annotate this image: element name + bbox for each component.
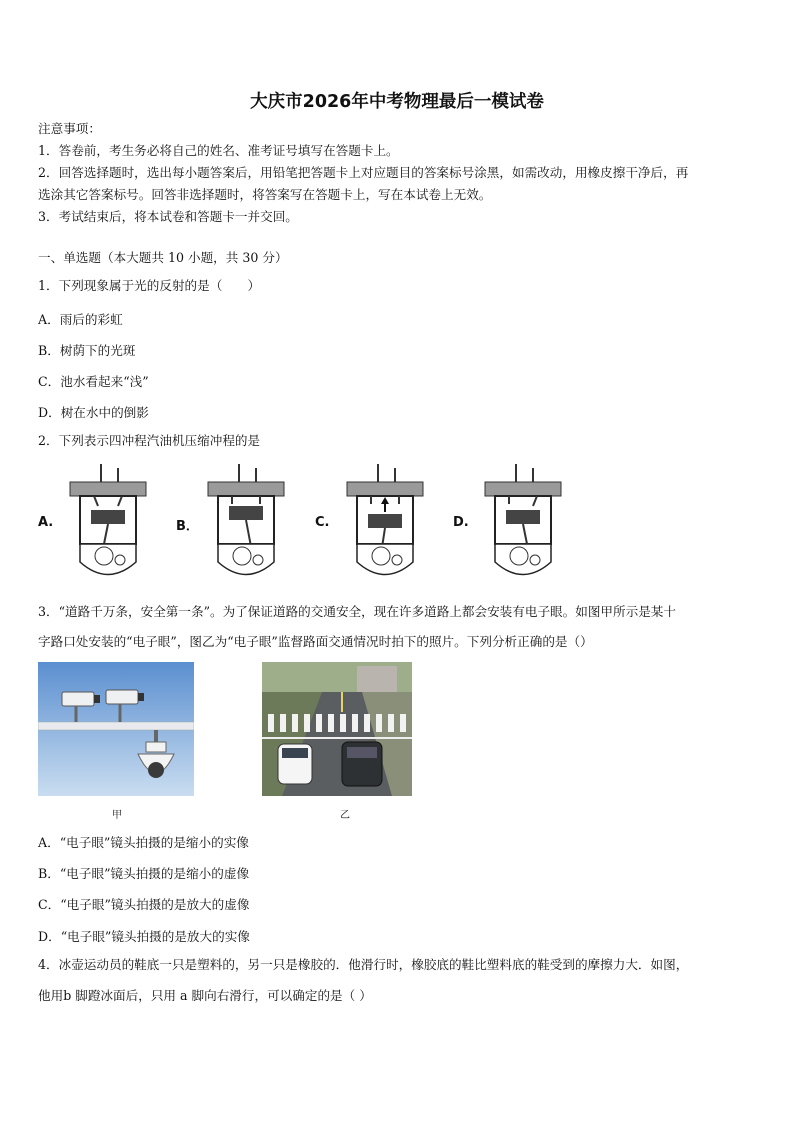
engine-option-d <box>451 462 581 587</box>
caption-yi: 乙 <box>340 810 350 821</box>
engine-label-c: C. <box>315 515 330 530</box>
traffic-camera-photo <box>38 662 194 796</box>
notice-item-3: 3．考试结束后，将本试卷和答题卡一并交回。 <box>38 209 298 224</box>
caption-jia: 甲 <box>112 810 122 821</box>
page-title: 大庆市2026年中考物理最后一模试卷 <box>250 92 544 112</box>
notice-item-1: 1．答卷前，考生务必将自己的姓名、准考证号填写在答题卡上。 <box>38 143 399 158</box>
question-3-option-d: D．“电子眼”镜头拍摄的是放大的实像 <box>38 929 250 944</box>
engine-d-diagram <box>473 462 573 587</box>
question-1-option-d: D．树在水中的倒影 <box>38 405 149 420</box>
question-3-stem-line-2: 字路口处安装的“电子眼”，图乙为“电子眼”监督路面交通情况时拍下的照片。下列分析正确的是（） <box>38 634 593 649</box>
engine-c-diagram <box>335 462 435 587</box>
notice-heading: 注意事项： <box>38 121 101 136</box>
question-4-stem-line-1: 4．冰壶运动员的鞋底一只是塑料的，另一只是橡胶的．他滑行时，橡胶底的鞋比塑料底的鞋受到的摩擦力大．如图， <box>38 957 689 972</box>
notice-item-2: 2．回答选择题时，选出每小题答案后，用铅笔把答题卡上对应题目的答案标号涂黑，如需改动，用橡皮擦干净后，再 <box>38 165 689 180</box>
question-3-option-b: B．“电子眼”镜头拍摄的是缩小的虚像 <box>38 866 250 881</box>
engine-option-b <box>174 462 304 587</box>
engine-label-d: D. <box>453 515 469 530</box>
engine-label-b: B． <box>176 519 199 534</box>
notice-item-2-cont: 选涂其它答案标号。回答非选择题时，将答案写在答题卡上，写在本试卷上无效。 <box>38 187 492 202</box>
engine-diagrams <box>36 462 596 587</box>
question-1-option-a: A．雨后的彩虹 <box>38 312 123 327</box>
section-heading: 一、单选题（本大题共 10 小题，共 30 分） <box>38 250 288 265</box>
engine-a-diagram <box>58 462 158 587</box>
engine-option-a <box>36 462 166 587</box>
question-1-option-b: B．树荫下的光斑 <box>38 343 136 358</box>
engine-b-diagram <box>196 462 296 587</box>
question-3-stem-line-1: 3．“道路千万条，安全第一条”。为了保证道路的交通安全，现在许多道路上都会安装有电子眼。如图甲所示是某十 <box>38 604 676 619</box>
question-1-stem: 1．下列现象属于光的反射的是（ ） <box>38 278 261 293</box>
engine-option-c <box>313 462 443 587</box>
question-3-option-a: A．“电子眼”镜头拍摄的是缩小的实像 <box>38 835 249 850</box>
engine-label-a: A. <box>38 515 54 530</box>
question-1-option-c: C．池水看起来“浅” <box>38 374 149 389</box>
question-4-stem-line-2: 他用b 脚蹬冰面后，只用 a 脚向右滑行，可以确定的是（ ） <box>38 988 372 1003</box>
road-surveillance-photo <box>262 662 412 796</box>
question-3-option-c: C．“电子眼”镜头拍摄的是放大的虚像 <box>38 897 250 912</box>
question-2-stem: 2．下列表示四冲程汽油机压缩冲程的是 <box>38 433 261 448</box>
